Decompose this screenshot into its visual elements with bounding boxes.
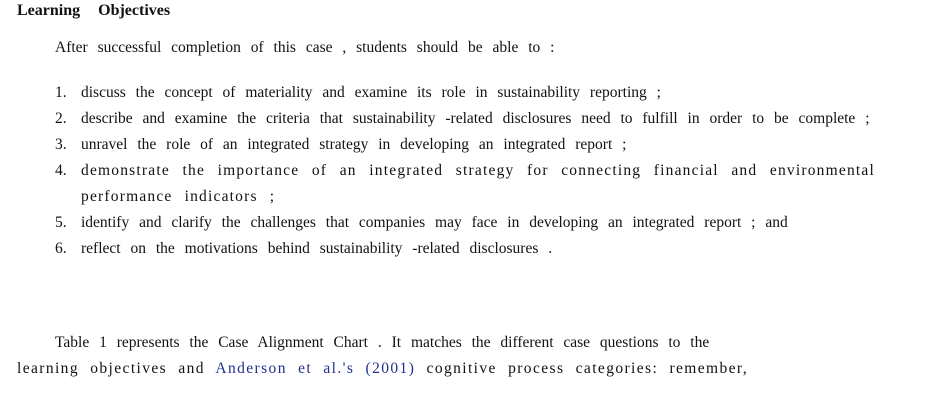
list-item <box>55 210 875 236</box>
list-item <box>55 106 875 132</box>
list-item <box>55 132 875 158</box>
list-item-text: unravel the role of an integrated strategy in developing an integrated report ; <box>81 136 627 153</box>
learning-objectives-list <box>55 80 875 262</box>
intro-paragraph: After successful completion of this case , students should be able to : <box>55 39 555 56</box>
closing-paragraph-line <box>17 356 869 382</box>
list-item-text: discuss the concept of materiality and examine its role in sustainability reporting ; <box>81 84 661 101</box>
list-item-text: demonstrate the importance of an integrated strategy for connecting financial and environmental performance indicators ; <box>81 162 875 205</box>
list-item-number: 1. <box>55 84 67 101</box>
list-item-text: describe and examine the criteria that sustainability -related disclosures need to fulfill in order to be complete ; <box>81 110 870 127</box>
list-item <box>55 80 875 106</box>
closing-text-before-citation: learning objectives and <box>17 360 216 377</box>
list-item-number: 6. <box>55 240 67 257</box>
closing-text-after-citation: cognitive process categories: remember, <box>415 360 749 377</box>
list-item-text: identify and clarify the challenges that companies may face in developing an integrated report ; and <box>81 214 788 231</box>
citation-link[interactable]: Anderson et al.'s (2001) <box>215 360 416 377</box>
list-item <box>55 236 875 262</box>
list-item <box>55 158 875 210</box>
list-item-number: 2. <box>55 110 67 127</box>
closing-paragraph-line: Table 1 represents the Case Alignment Chart . It matches the different case questions to the <box>55 334 710 351</box>
section-heading: Learning Objectives <box>17 2 171 19</box>
closing-paragraph <box>17 330 869 382</box>
list-item-text: reflect on the motivations behind sustainability -related disclosures . <box>81 240 553 257</box>
list-item-number: 5. <box>55 214 67 231</box>
list-item-number: 3. <box>55 136 67 153</box>
list-item-number: 4. <box>55 162 67 179</box>
